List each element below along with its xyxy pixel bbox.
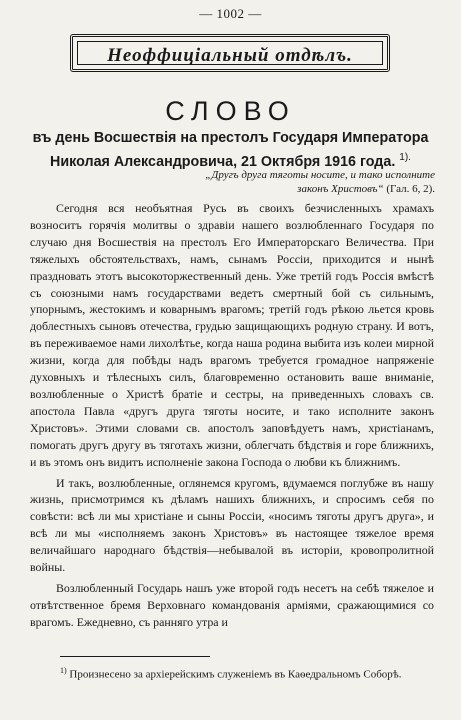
footnote-divider: [60, 656, 210, 657]
subtitle-line-2: Николая Александровича, 21 Октября 1916 года.: [50, 153, 396, 170]
subtitle-line-1: въ день Восшествія на престолъ Государя Императора: [32, 130, 429, 146]
epigraph-reference: (Гал. 6, 2).: [386, 183, 435, 195]
footnote-text: Произнесено за архіерейскимъ служеніемъ въ Каѳедральномъ Соборѣ.: [69, 668, 402, 681]
page-number: — 1002 —: [199, 6, 262, 21]
paragraph-3: Возлюбленный Государь нашъ уже второй годъ несетъ на себѣ тяжелое и отвѣтственное бремя Верховнаго командованія арміями, сражающимися со врагомъ. Ежедневно, съ ранняго утра и: [30, 580, 434, 629]
section-banner: [70, 34, 390, 72]
article-title: СЛОВО: [165, 96, 296, 126]
article-body: [30, 200, 434, 635]
epigraph: [175, 168, 435, 196]
footnote: [60, 663, 432, 683]
article-subtitle: [30, 128, 431, 172]
footnote-mark: 1): [60, 666, 67, 675]
section-title: Неоффиціальный отдѣлъ.: [107, 45, 353, 66]
paragraph-1: Сегодня вся необъятная Русь въ своихъ безчисленныхъ храмахъ возноситъ горячія молитвы о здравіи нашего возлюбленнаго Государя по случаю дня Восшествія на престолъ Его Императорскаго Величества. При тяжелыхъ обстоятельствахъ, намъ, сынамъ Россіи, приходится и нынѣ праздновать этотъ высокоторжественный день. Уже третій годъ Россія вмѣстѣ съ союзными намъ государствами ведетъ смертный бой съ сильнымъ, упорнымъ, жестокимъ и коварнымъ врагомъ; третій годъ рѣкою льется кровь доблестныхъ сыновъ отечества, грудью защищающихъ родную страну. И вотъ, въ переживаемое нами лихолѣтье, когда наша родина выбита изъ колеи мирной жизни, когда для побѣды надъ врагомъ требуется громадное напряженіе духовныхъ и тѣлесныхъ силъ, благовременно остановить ваше вниманіе, возлюбленные о Христѣ братіе и сестры, на приведенныхъ словахъ св. апостола Павла «другъ друга тяготы носите, и тако исполните законъ Христовъ». Этими словами св. апостолъ заповѣдуетъ намъ, христіанамъ, помогать другъ другу въ тяготахъ жизни, облегчать бѣдствія и горе ближнихъ, и въ этомъ онъ видитъ исполненіе закона Господа о любви къ ближнимъ.: [30, 201, 434, 469]
paragraph-2: И такъ, возлюбленные, оглянемся кругомъ, вдумаемся поглубже въ нашу жизнь, присмотримся къ дѣламъ нашихъ ближнихъ, и спросимъ себя по совѣсти: всѣ ли мы христіане и сыны Россіи, «носимъ тяготы другъ друга», и всѣ ли мы «исполняемъ законъ Христовъ» въ настоящее тяжелое время величайшаго народнаго бѣдствія—небывалой въ исторіи, кровопролитной войны.: [30, 475, 434, 575]
subtitle-footnote-mark: 1).: [399, 152, 411, 163]
epigraph-text: „Другъ друга тяготы носите, и тако исполните законъ Христовъ“: [205, 169, 435, 195]
